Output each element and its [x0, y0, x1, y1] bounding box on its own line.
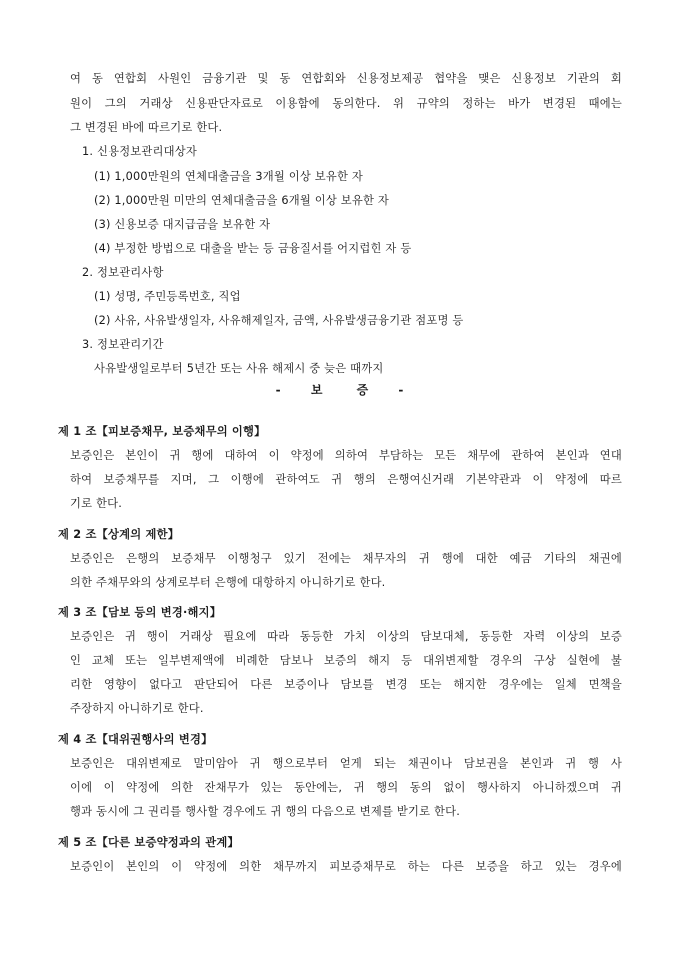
intro-line-3: 그 변경된 바에 따르기로 한다. [70, 121, 223, 134]
intro-line-2: 원이 그의 거래상 신용판단자료로 이용함에 동의한다. 위 규약의 정하는 바가 변경된 때에는 [70, 97, 622, 110]
article-3-line-3: 리한 영향이 없다고 판단되어 다른 보증이나 담보를 변경 또는 해지한 경우에는 일체 면책을 [70, 678, 622, 691]
article-3-line-2: 인 교체 또는 일부변제액에 비례한 담보나 보증의 해지 등 대위변제할 경우의 구상 실현에 불 [70, 654, 622, 667]
list1-item-4: (4) 부정한 방법으로 대출을 받는 등 금융질서를 어지럽힌 자 등 [94, 242, 412, 255]
article-1-line-1: 보증인은 본인이 귀 행에 대하여 이 약정에 의하여 부담하는 모든 채무에 관하여 본인과 연대 [70, 449, 622, 462]
section-title-char-1: 보 [310, 383, 324, 397]
article-3-line-4: 주장하지 아니하기로 한다. [70, 702, 204, 715]
section-title-char-2: 증 [356, 383, 370, 397]
article-3-heading: 제 3 조【담보 등의 변경·해지】 [58, 606, 222, 619]
article-2-line-1: 보증인은 은행의 보증채무 이행청구 있기 전에는 채무자의 귀 행에 대한 예금 기타의 채권에 [70, 552, 622, 565]
article-4-line-2: 이에 이 약정에 의한 잔채무가 있는 동안에는, 귀 행의 동의 없이 행사하지 아니하겠으며 귀 [70, 781, 622, 794]
list1-item-3: (3) 신용보증 대지급금을 보유한 자 [94, 218, 271, 231]
article-1-line-2: 하여 보증채무를 지며, 그 이행에 관하여도 귀 행의 은행여신거래 기본약관과 이 약정에 따르 [70, 473, 622, 486]
list1-item-1: (1) 1,000만원의 연체대출금을 3개월 이상 보유한 자 [94, 170, 363, 183]
article-4-line-3: 행과 동시에 그 권리를 행사할 경우에도 귀 행의 다음으로 변제를 받기로 한다. [70, 805, 460, 818]
list2-item-2: (2) 사유, 사유발생일자, 사유해제일자, 금액, 사유발생금융기관 점포명 등 [94, 314, 464, 327]
list2-item-1: (1) 성명, 주민등록번호, 직업 [94, 290, 241, 303]
article-4-line-1: 보증인은 대위변제로 말미암아 귀 행으로부터 얻게 되는 채권이나 담보권을 본인과 귀 행 사 [70, 757, 622, 770]
article-4-heading: 제 4 조【대위권행사의 변경】 [58, 733, 213, 746]
list2-title: 2. 정보관리사항 [82, 266, 164, 279]
list1-item-2: (2) 1,000만원 미만의 연체대출금을 6개월 이상 보유한 자 [94, 194, 390, 207]
article-5-line-1: 보증인이 본인의 이 약정에 의한 채무까지 피보증채무로 하는 다른 보증을 하고 있는 경우에 [70, 860, 622, 873]
article-1-line-3: 기로 한다. [70, 497, 123, 510]
intro-line-1: 여 동 연합회 사원인 금융기관 및 동 연합회와 신용정보제공 협약을 맺은 신용정보 기관의 회 [70, 72, 622, 85]
section-dash-left: - [275, 383, 282, 397]
section-dash-right: - [398, 383, 405, 397]
article-2-line-2: 의한 주채무와의 상계로부터 은행에 대항하지 아니하기로 한다. [70, 576, 386, 589]
article-2-heading: 제 2 조【상계의 제한】 [58, 528, 180, 541]
list1-title: 1. 신용정보관리대상자 [82, 145, 197, 158]
list3-text: 사유발생일로부터 5년간 또는 사유 해제시 중 늦은 때까지 [94, 362, 384, 375]
article-3-line-1: 보증인은 귀 행이 거래상 필요에 따라 동등한 가치 이상의 담보대체, 동등한 자력 이상의 보증 [70, 630, 622, 643]
section-title [0, 383, 680, 397]
list3-title: 3. 정보관리기간 [82, 338, 164, 351]
article-1-heading: 제 1 조【피보증채무, 보증채무의 이행】 [58, 425, 266, 438]
article-5-heading: 제 5 조【다른 보증약정과의 관계】 [58, 836, 239, 849]
